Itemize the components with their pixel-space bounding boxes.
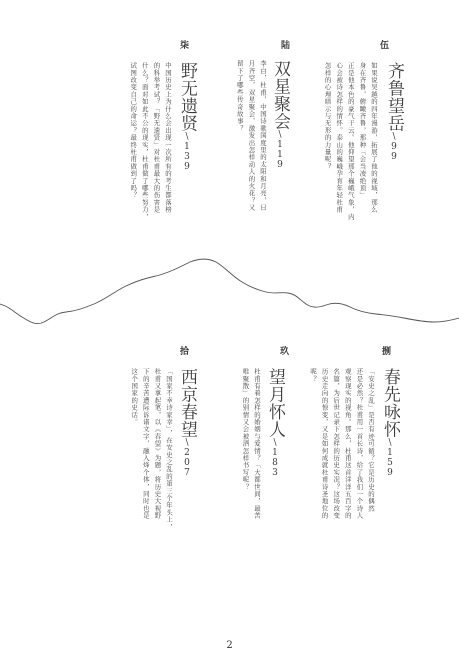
body-line: 下的辛苦遭际诉诸文字，融入烽个体，同时也是 [141, 368, 150, 520]
body-line: 怎样的心理暗示与无形的力量呢？ [323, 62, 332, 170]
section-title-text: 双星聚会 [270, 60, 290, 130]
page-ref: \119 [275, 130, 285, 170]
chapter-number-10: 拾 [180, 347, 190, 357]
section-title [380, 368, 400, 518]
body-line: 唯聚散」的别情又会被洒怎样书写呢？ [241, 368, 250, 491]
section-title-text: 野无遗贤 [177, 62, 197, 132]
chapter-number-5: 伍 [380, 41, 390, 51]
page-ref: \139 [182, 132, 192, 172]
body-line: 身在齐鲁，俯瞰齐鲁，那种「会当凌绝顶」 [358, 62, 367, 199]
body-line: 观察现实的视角。那么，杜甫这首洋洋五百字的 [343, 368, 352, 520]
page-ref: \207 [182, 438, 192, 478]
body-line: 中国历史上为什么会出现一次所有的考生都落榜 [164, 62, 172, 214]
chapter-number-8: 捌 [382, 347, 392, 357]
section-body [292, 368, 376, 598]
body-line: 还是必然？杜甫用一首长诗，给了我们一个诗人 [355, 368, 364, 520]
body-line: 呢？ [309, 368, 318, 383]
body-line: 这个国家的史话。 [130, 368, 139, 426]
body-line: 「国家不幸诗家幸」，在安史之乱的第三个年头上， [165, 368, 173, 531]
body-line: 留下了哪些传奇故事？ [235, 60, 244, 132]
chapter-number-6: 陆 [281, 41, 291, 51]
section-body [232, 368, 262, 598]
section-title-text: 齐鲁望岳 [384, 62, 404, 132]
section-body [124, 368, 174, 598]
body-line: 历史走向的惊变，又是如何成就杜甫诗圣地位的 [320, 368, 329, 520]
body-line: 正是他本色的豪气干云。他仰望那个巍峨气象，内 [346, 62, 355, 221]
chapter-number-7: 柒 [180, 41, 190, 51]
body-line: 杜甫又拿起笔，以《春望》为题，将历史大视野 [153, 368, 162, 520]
body-line: 如果说吴越的四年漫游，拓展了他的视域，那么 [370, 62, 378, 214]
body-line: 杜甫有着怎样的婚姻与爱情？「大都世间，最苦 [253, 368, 261, 520]
body-line: 「安史之乱」是否有迹可循？它是历史的偶然 [367, 368, 375, 512]
body-line: 李白，杜甫，中国诗歌国度里的太阳和月亮，日 [259, 60, 267, 212]
body-line: 的科举考试？「野无遗贤」对杜甫最大的伤害是 [152, 62, 161, 214]
section-title-text: 西京春望 [177, 368, 197, 438]
body-line: 月齐空，双星聚会，激发出怎样动人的火花？又 [247, 60, 256, 212]
page-ref: \159 [385, 438, 395, 478]
body-line: 心会被诗怎样的情怀。泰山的巍峨孕育年轻杜甫 [335, 62, 344, 214]
body-line: 什么？面对如此不公的现实，杜甫做了哪些努力， [140, 62, 149, 221]
section-title-text: 望月怀人 [265, 368, 285, 438]
body-line: 名篇，为后世记录下怎样的历史实况？这场改变 [332, 368, 341, 520]
page-ref: \183 [270, 438, 280, 478]
section-title [265, 368, 285, 508]
section-title [177, 368, 197, 508]
section-title-text: 春先咏怀 [380, 368, 400, 438]
page-number: 2 [226, 640, 233, 651]
body-line: 试图改变自己的命运？最终杜甫做到了吗？ [129, 62, 138, 199]
page-ref: \99 [389, 132, 399, 162]
chapter-number-9: 玖 [280, 347, 290, 357]
